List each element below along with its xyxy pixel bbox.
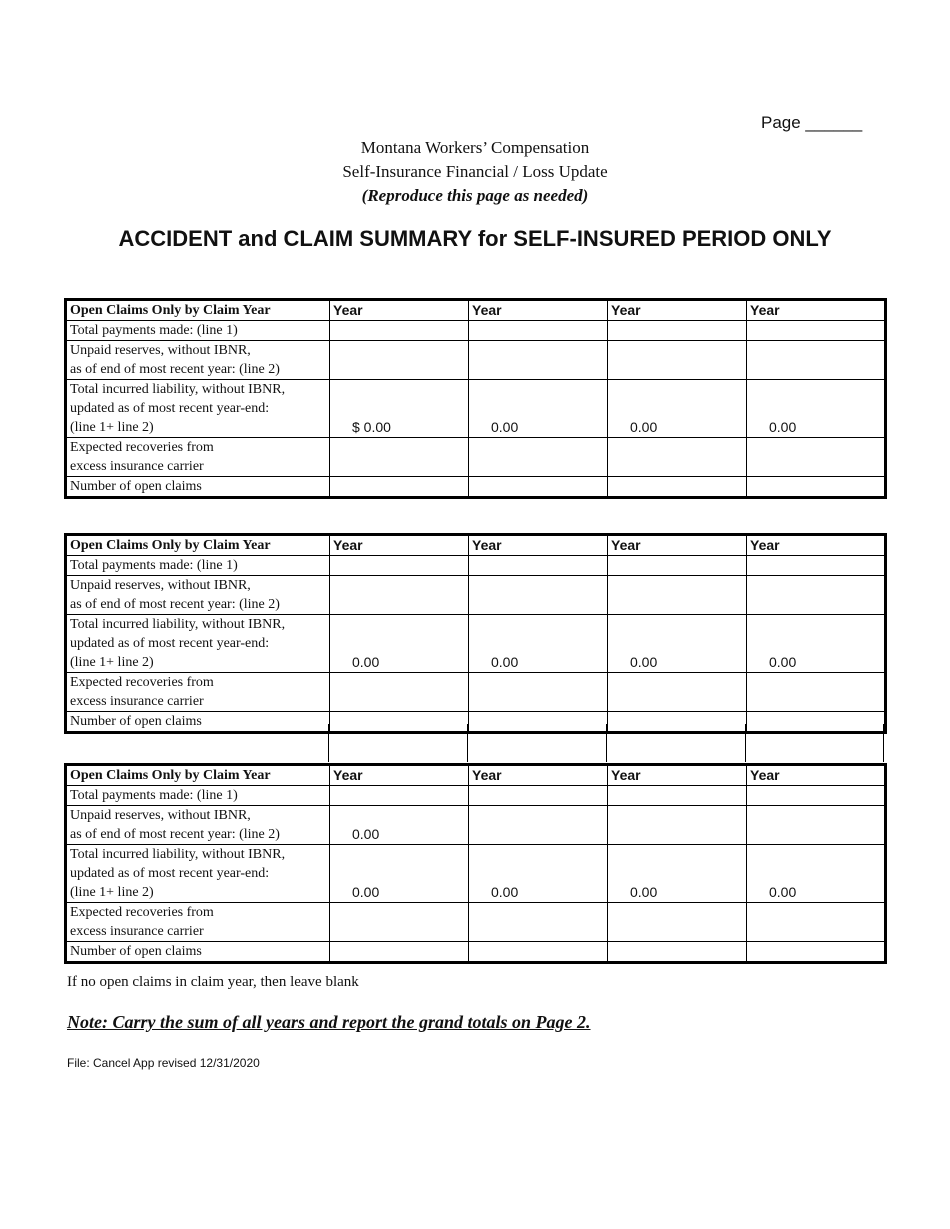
incurred-value[interactable]: 0.00 [330,615,469,673]
unpaid-reserves-row [66,806,886,845]
input-cell[interactable] [330,786,469,806]
open-claims-label: Number of open claims [66,712,330,733]
row-header-label: Open Claims Only by Claim Year [66,300,330,321]
reproduce-note: (Reproduce this page as needed) [361,186,589,205]
page-title: ACCIDENT and CLAIM SUMMARY for SELF-INSURED PERIOD ONLY [118,226,832,251]
input-cell[interactable] [608,576,747,615]
unpaid-reserves-label: Unpaid reserves, without IBNR, as of end of most recent year: (line 2) [66,341,330,380]
year-column-header[interactable]: Year [608,765,747,786]
file-revision-label: File: Cancel App revised 12/31/2020 [67,1056,260,1070]
input-cell[interactable] [608,806,747,845]
form-subtitle: Self-Insurance Financial / Loss Update [342,162,608,181]
page-number-field: Page ______ [761,113,863,132]
input-cell[interactable] [608,341,747,380]
recoveries-label: Expected recoveries from excess insurance carrier [66,438,330,477]
incurred-liability-row [66,845,886,903]
claims-table-1 [64,298,887,499]
incurred-value[interactable]: 0.00 [608,845,747,903]
year-column-header[interactable]: Year [469,535,608,556]
input-cell[interactable] [469,321,608,341]
incurred-liability-row [66,380,886,438]
input-cell[interactable] [747,556,886,576]
input-cell[interactable] [330,438,469,477]
incurred-value[interactable]: 0.00 [747,380,886,438]
input-cell[interactable] [330,942,469,963]
input-cell[interactable] [469,477,608,498]
year-column-header[interactable]: Year [608,535,747,556]
table-header-row [66,300,886,321]
claims-table-3 [64,763,887,964]
input-cell[interactable] [608,477,747,498]
input-cell[interactable] [608,673,747,712]
unpaid-reserves-row [66,341,886,380]
payments-row [66,786,886,806]
input-cell[interactable] [469,556,608,576]
open-claims-label: Number of open claims [66,942,330,963]
input-cell[interactable] [330,556,469,576]
input-cell[interactable] [469,341,608,380]
incurred-value[interactable]: 0.00 [608,615,747,673]
open-claims-row [66,942,886,963]
year-column-header[interactable]: Year [747,535,886,556]
column-divider [328,724,329,762]
input-cell[interactable] [330,321,469,341]
input-cell[interactable] [330,903,469,942]
year-column-header[interactable]: Year [330,535,469,556]
input-cell[interactable] [469,673,608,712]
agency-name: Montana Workers’ Compensation [360,138,590,157]
input-cell[interactable] [608,438,747,477]
column-divider [467,724,468,762]
recoveries-label: Expected recoveries from excess insurance carrier [66,673,330,712]
input-cell[interactable] [469,903,608,942]
year-column-header[interactable]: Year [469,300,608,321]
incurred-value[interactable]: 0.00 [469,615,608,673]
input-cell[interactable] [469,806,608,845]
year-column-header[interactable]: Year [608,300,747,321]
incurred-liability-row [66,615,886,673]
year-column-header[interactable]: Year [330,300,469,321]
unpaid-reserves-label: Unpaid reserves, without IBNR, as of end of most recent year: (line 2) [66,576,330,615]
incurred-value[interactable]: 0.00 [747,615,886,673]
spacer-row [64,724,884,762]
year-column-header[interactable]: Year [469,765,608,786]
input-cell[interactable] [747,341,886,380]
input-cell[interactable] [747,806,886,845]
table-header-row [66,765,886,786]
input-cell[interactable] [330,576,469,615]
carry-sum-note: Note: Carry the sum of all years and report the grand totals on Page 2. [67,1012,591,1032]
incurred-liability-label: Total incurred liability, without IBNR, updated as of most recent year-end: (line 1+ line 2) [66,380,330,438]
open-claims-label: Number of open claims [66,477,330,498]
payments-label: Total payments made: (line 1) [66,786,330,806]
input-cell[interactable] [747,903,886,942]
incurred-value[interactable]: 0.00 [469,845,608,903]
input-cell[interactable] [608,556,747,576]
recoveries-row [66,903,886,942]
input-cell[interactable] [747,673,886,712]
unpaid-reserves-label: Unpaid reserves, without IBNR, as of end of most recent year: (line 2) [66,806,330,845]
incurred-value[interactable]: 0.00 [330,845,469,903]
year-column-header[interactable]: Year [747,300,886,321]
unpaid-reserves-row [66,576,886,615]
input-cell[interactable] [330,341,469,380]
recoveries-label: Expected recoveries from excess insurance carrier [66,903,330,942]
input-cell[interactable] [330,477,469,498]
incurred-value[interactable]: 0.00 [469,380,608,438]
open-claims-row [66,477,886,498]
blank-instruction: If no open claims in claim year, then leave blank [67,974,359,990]
input-cell[interactable] [747,942,886,963]
incurred-value[interactable]: $ 0.00 [330,380,469,438]
input-cell[interactable] [747,321,886,341]
input-cell[interactable]: 0.00 [330,806,469,845]
table-header-row [66,535,886,556]
input-cell[interactable] [469,576,608,615]
column-divider [606,724,607,762]
input-cell[interactable] [747,576,886,615]
recoveries-row [66,438,886,477]
column-divider [745,724,746,762]
input-cell[interactable] [747,438,886,477]
input-cell[interactable] [747,477,886,498]
payments-label: Total payments made: (line 1) [66,556,330,576]
form-header [0,136,950,208]
input-cell[interactable] [469,786,608,806]
payments-row [66,321,886,341]
input-cell[interactable] [608,786,747,806]
recoveries-row [66,673,886,712]
incurred-liability-label: Total incurred liability, without IBNR, updated as of most recent year-end: (line 1+ line 2) [66,845,330,903]
input-cell[interactable] [469,438,608,477]
input-cell[interactable] [747,786,886,806]
payments-row [66,556,886,576]
input-cell[interactable] [608,903,747,942]
incurred-value[interactable]: 0.00 [747,845,886,903]
incurred-value[interactable]: 0.00 [608,380,747,438]
input-cell[interactable] [608,321,747,341]
row-header-label: Open Claims Only by Claim Year [66,535,330,556]
input-cell[interactable] [608,942,747,963]
payments-label: Total payments made: (line 1) [66,321,330,341]
input-cell[interactable] [330,673,469,712]
column-divider [883,724,884,762]
incurred-liability-label: Total incurred liability, without IBNR, updated as of most recent year-end: (line 1+ line 2) [66,615,330,673]
claims-table-2 [64,533,887,734]
input-cell[interactable] [469,942,608,963]
year-column-header[interactable]: Year [330,765,469,786]
row-header-label: Open Claims Only by Claim Year [66,765,330,786]
year-column-header[interactable]: Year [747,765,886,786]
